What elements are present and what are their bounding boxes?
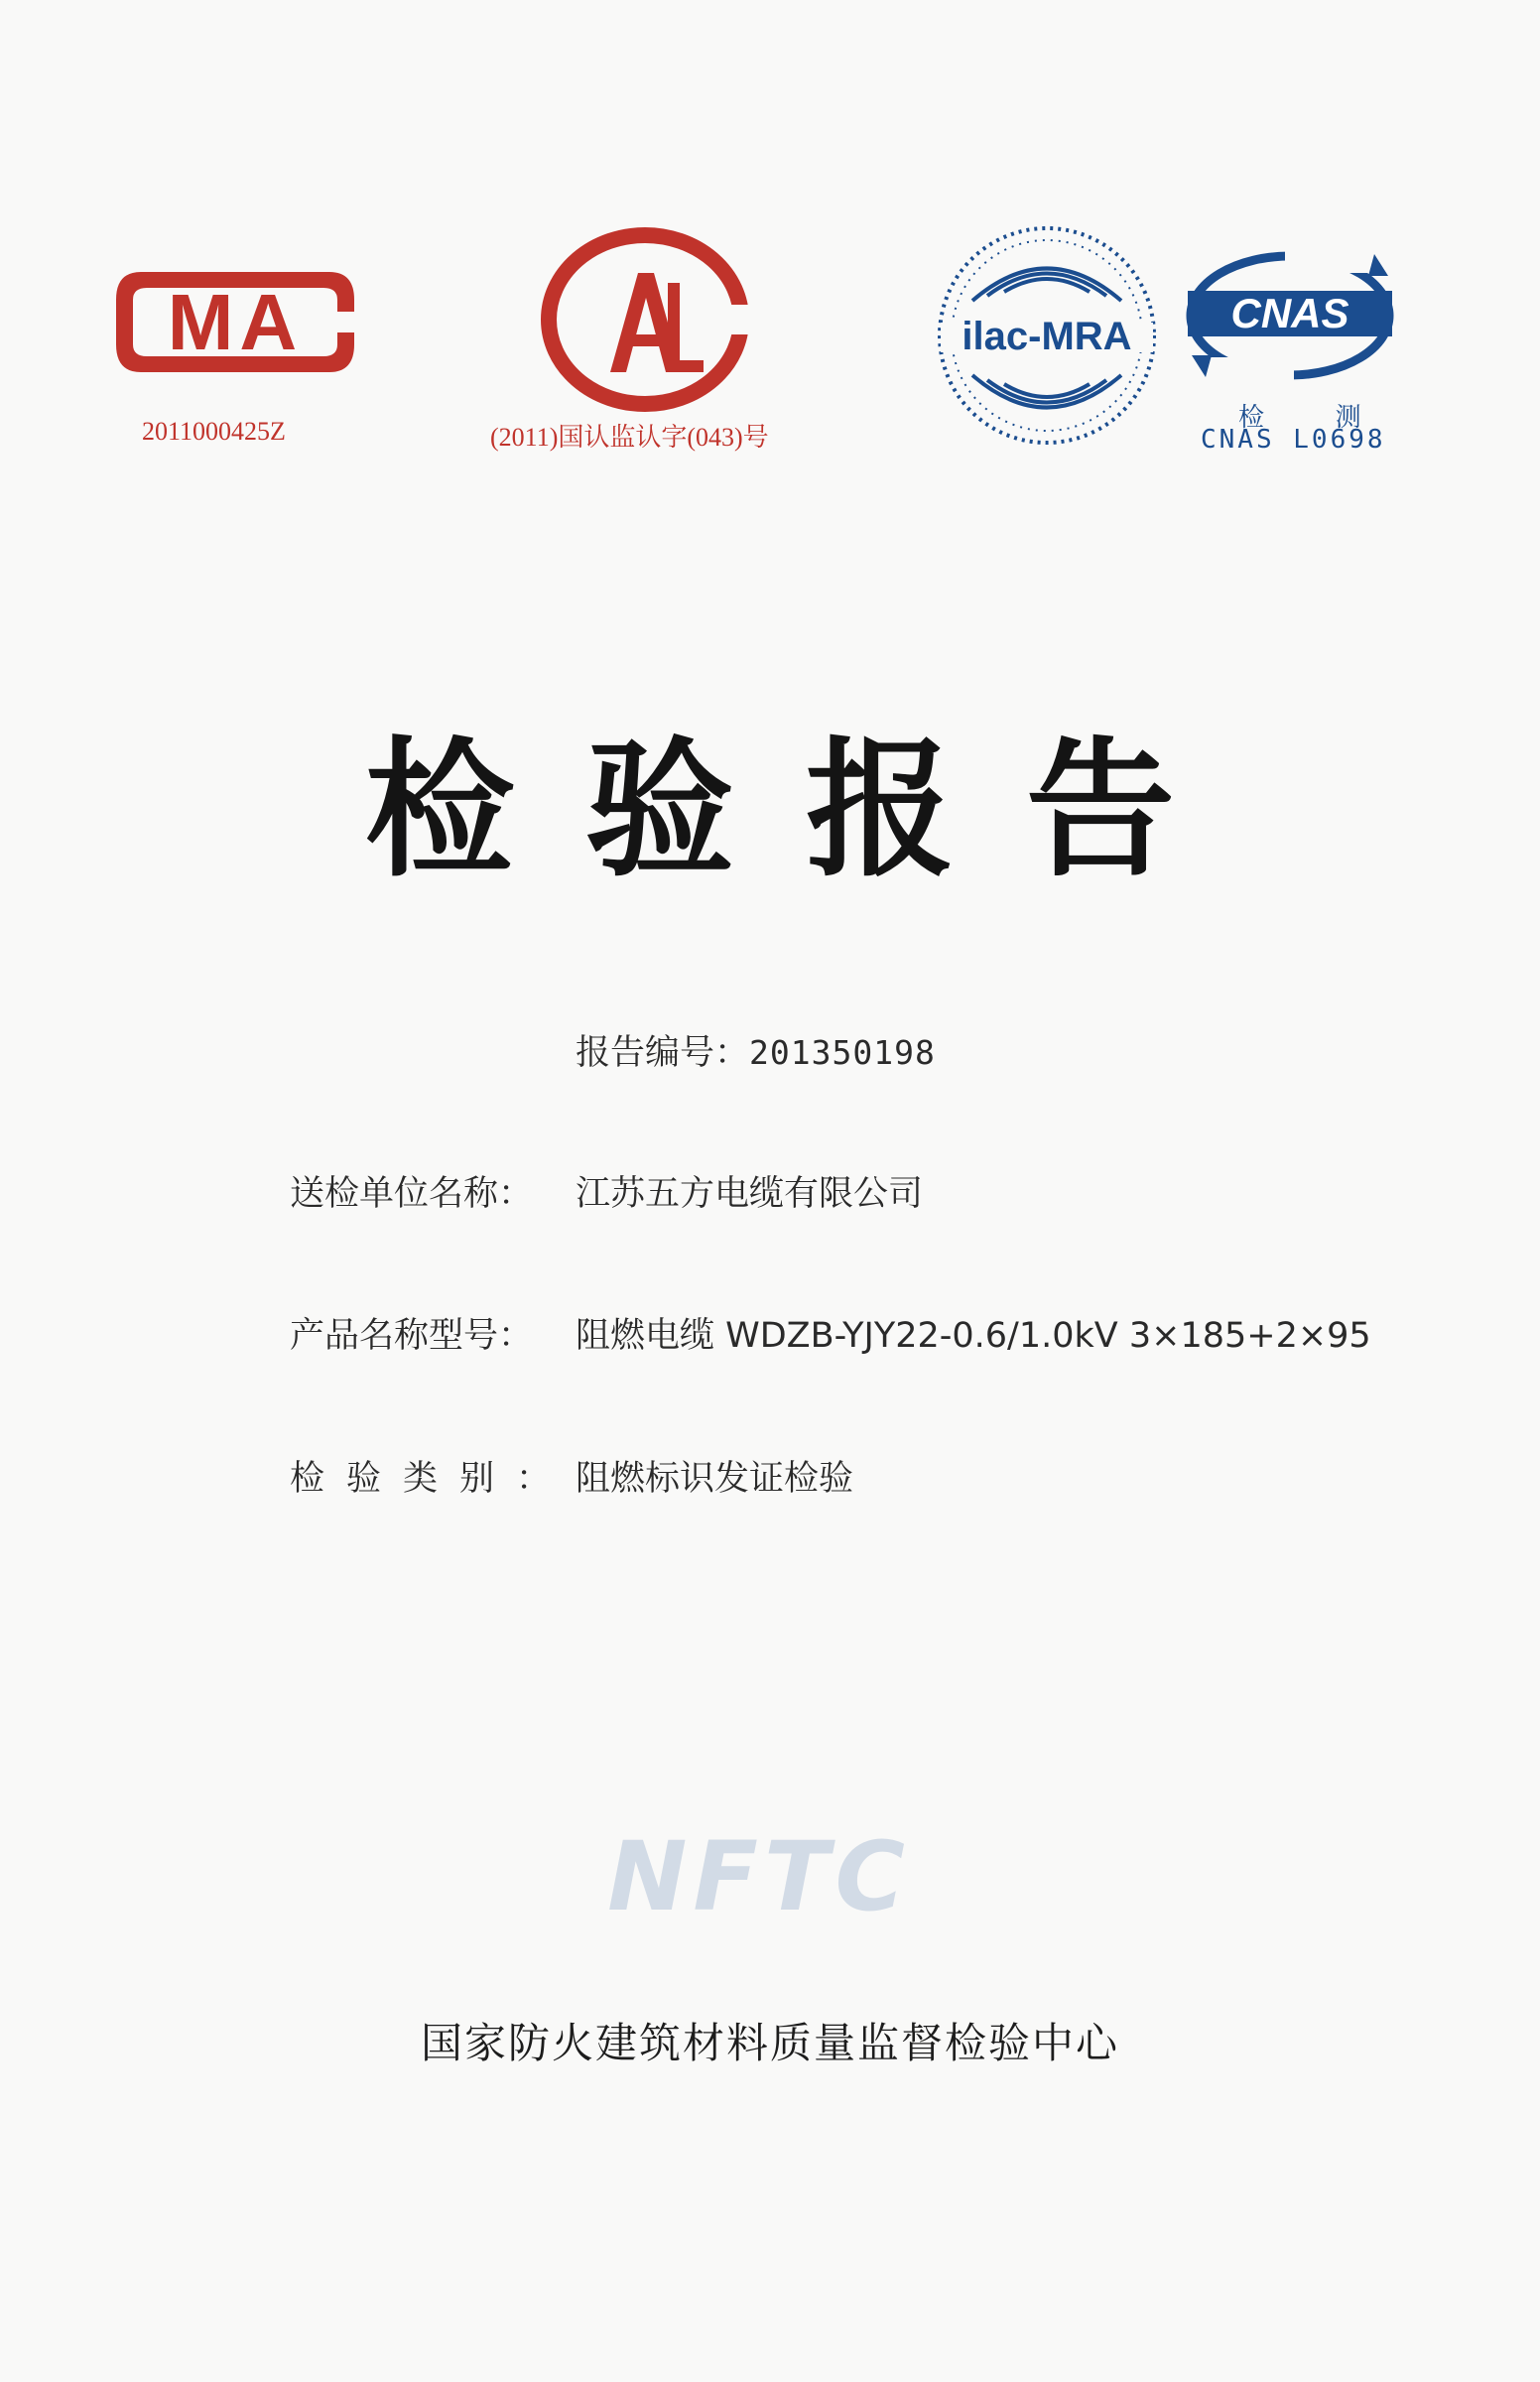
field-row-client bbox=[290, 1166, 923, 1216]
report-number-row bbox=[576, 1025, 936, 1075]
certification-marks bbox=[0, 0, 1540, 476]
ilac-logo-text: ilac-MRA bbox=[962, 315, 1132, 358]
cal-mark-icon bbox=[539, 223, 752, 417]
cal-number: (2011)国认监认字(043)号 bbox=[490, 423, 769, 452]
field-value: 阻燃标识发证检验 bbox=[576, 1459, 854, 1499]
cnas-label: 检 测 bbox=[1238, 403, 1389, 433]
cma-number: 2011000425Z bbox=[142, 417, 286, 446]
report-number-value: 201350198 bbox=[749, 1033, 936, 1072]
issuing-organization: 国家防火建筑材料质量监督检验中心 bbox=[420, 2019, 1119, 2067]
field-label: 检验类别： bbox=[290, 1459, 574, 1499]
cnas-mark-icon bbox=[1176, 226, 1404, 405]
cma-logo-text: MA bbox=[167, 278, 304, 366]
ilac-mra-mark-icon bbox=[933, 216, 1161, 455]
page-title: 检验报告 bbox=[364, 725, 1246, 897]
report-number-label: 报告编号： bbox=[576, 1033, 750, 1073]
field-row-inspection-type bbox=[290, 1451, 853, 1501]
cnas-number: CNAS L0698 bbox=[1201, 425, 1386, 455]
field-value: 阻燃电缆 WDZB-YJY22-0.6/1.0kV 3×185+2×95 bbox=[576, 1316, 1371, 1356]
nftc-watermark: NFTC bbox=[607, 1821, 911, 1932]
field-label: 送检单位名称： bbox=[290, 1174, 534, 1214]
cnas-logo-text: CNAS bbox=[1230, 290, 1349, 336]
field-value: 江苏五方电缆有限公司 bbox=[576, 1174, 924, 1214]
field-row-product bbox=[290, 1308, 1371, 1358]
cma-mark-icon bbox=[111, 260, 359, 384]
field-label: 产品名称型号： bbox=[290, 1316, 534, 1356]
